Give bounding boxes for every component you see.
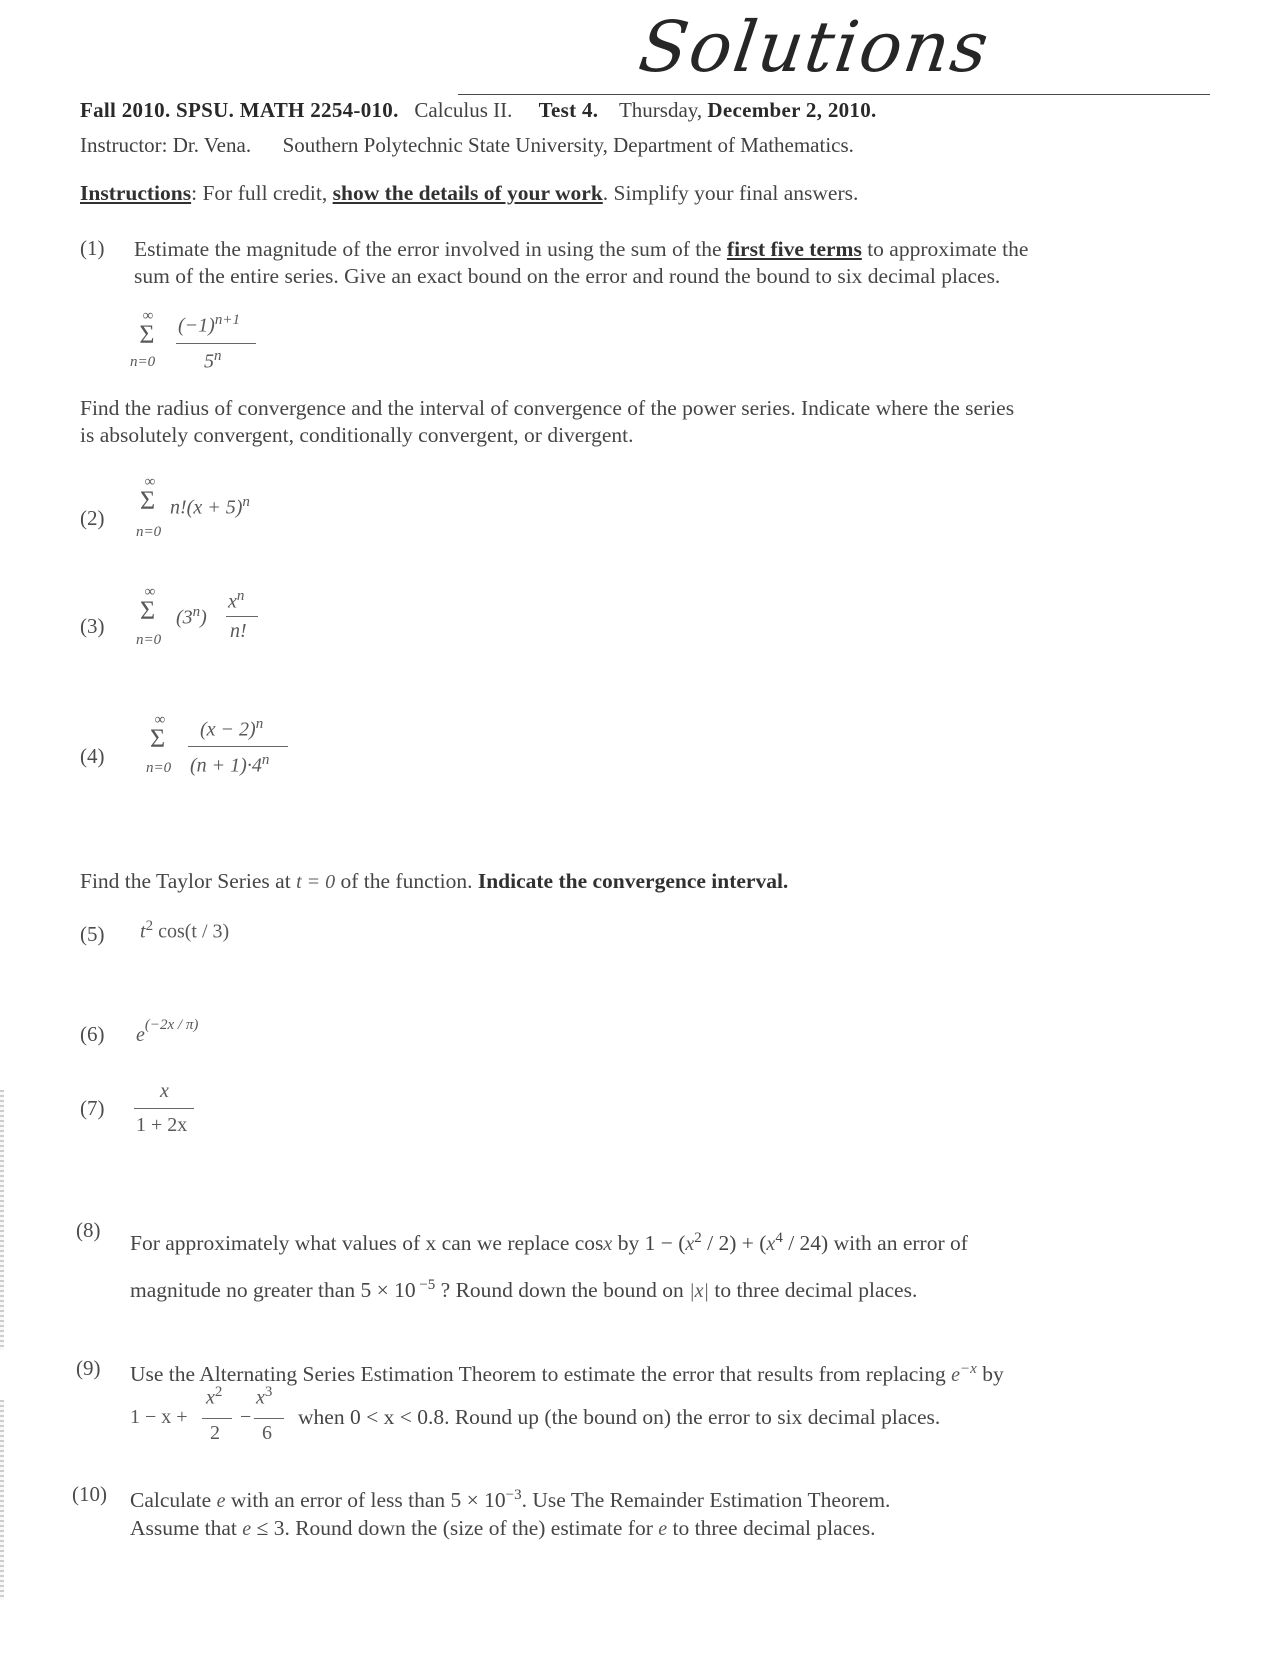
q1-numerator	[178, 312, 240, 338]
q8-x4-exp: 4	[775, 1230, 783, 1246]
exponent: 2	[214, 1384, 223, 1400]
scan-edge-mark	[0, 1400, 4, 1600]
sum-upper: ∞	[144, 584, 156, 600]
title-rule	[458, 94, 1210, 95]
q10-e2: e	[242, 1518, 252, 1541]
q8-text-e: ? Round down the bound on	[435, 1278, 690, 1303]
q6-expression	[136, 1012, 199, 1046]
fraction-bar	[202, 1418, 232, 1419]
instructions-text-end: . Simplify your final answers.	[602, 181, 859, 205]
q4-number: (4)	[80, 744, 105, 768]
sum-lower: n=0	[130, 354, 156, 370]
q9-frac2-den: 6	[262, 1422, 272, 1444]
taylor-text-2: of the function.	[335, 869, 478, 893]
q8-line1: For approximately what values of x can we replace cos	[130, 1231, 604, 1256]
instructions-text: : For full credit,	[191, 181, 333, 205]
coef-exponent: n	[192, 604, 201, 620]
instructions-emphasis: show the details of your work	[332, 181, 603, 205]
taylor-instructions	[80, 868, 1240, 896]
exponent: (−2x / π)	[144, 1017, 199, 1033]
sigma-symbol: Σ	[150, 724, 166, 753]
school: Southern Polytechnic State University, Department of Mathematics.	[282, 133, 854, 157]
test-day: Thursday,	[618, 98, 703, 122]
q8-exp: −5	[415, 1277, 436, 1294]
coef-base: (3	[176, 606, 193, 629]
sum-upper: ∞	[144, 474, 156, 490]
numerator: x	[160, 1080, 169, 1102]
q8-text-f: to three decimal places.	[708, 1278, 918, 1303]
scan-edge-mark	[0, 1090, 4, 1350]
base: x	[206, 1386, 215, 1409]
numerator-base: (x − 2)	[200, 718, 256, 741]
q9-line1: Use the Alternating Series Estimation Theorem to estimate the error that results from replacing	[130, 1362, 952, 1387]
sigma-symbol: Σ	[140, 486, 156, 515]
sum-upper: ∞	[154, 712, 166, 728]
q10-text-d: ≤ 3. Round down the (size of the) estimate for	[251, 1516, 659, 1541]
taylor-text: Find the Taylor Series at	[80, 869, 297, 893]
q2-term	[170, 494, 250, 520]
q8-x4: x	[766, 1233, 776, 1256]
q7-fraction	[134, 1080, 214, 1150]
fraction-bar	[226, 616, 258, 617]
power-line2: is absolutely convergent, conditionally convergent, or divergent.	[80, 423, 634, 447]
q1-text	[134, 236, 1234, 290]
q1-denominator	[204, 348, 222, 374]
instructions-label: Instructions	[80, 181, 192, 205]
taylor-variable: t = 0	[296, 871, 336, 893]
sigma-symbol: Σ	[139, 320, 155, 349]
instructions	[80, 180, 1230, 207]
denominator-base: (n + 1)·4	[190, 754, 262, 777]
base: x	[256, 1386, 265, 1409]
q8-text	[130, 1218, 1240, 1312]
q2-series	[136, 474, 336, 554]
numerator-base: x	[228, 590, 237, 613]
sum-lower: n=0	[136, 524, 162, 540]
q8-abs-x: |x|	[689, 1280, 709, 1303]
q2-number: (2)	[80, 506, 105, 530]
exponent: 3	[264, 1384, 273, 1400]
q1-emphasis: first five terms	[726, 237, 862, 261]
power-series-instructions	[80, 395, 1240, 449]
solutions-title: Solutions	[634, 6, 996, 88]
denominator-exponent: n	[214, 348, 222, 364]
q3-numerator	[228, 588, 244, 614]
q8-text-b: by 1 − (	[612, 1231, 686, 1256]
q8-number: (8)	[76, 1218, 101, 1242]
cos-term: cos(t / 3)	[153, 920, 230, 943]
q9-e-exp: −x	[960, 1361, 977, 1377]
q4-denominator	[190, 752, 269, 778]
q10-line2: Assume that	[130, 1516, 243, 1541]
q5-expression	[140, 918, 229, 944]
numerator-exponent: n	[236, 588, 245, 604]
q9-frac1-num	[206, 1384, 222, 1410]
q4-numerator	[200, 716, 263, 742]
fraction-bar	[254, 1418, 284, 1419]
fraction-bar	[134, 1108, 194, 1109]
q3-coefficient	[176, 604, 207, 630]
course-header	[80, 98, 877, 123]
fraction-bar	[176, 343, 256, 344]
term-exponent: n	[242, 494, 250, 510]
q9-e: e	[951, 1364, 961, 1387]
sum-upper: ∞	[142, 308, 154, 324]
base: e	[136, 1024, 145, 1046]
q10-text-e: to three decimal places.	[667, 1516, 876, 1541]
q9-frac1-den: 2	[210, 1422, 220, 1444]
test-number: Test 4.	[538, 98, 599, 122]
q10-e: e	[216, 1490, 226, 1513]
q8-text-c: / 2) + (	[701, 1231, 767, 1256]
q3-number: (3)	[80, 614, 105, 638]
q8-x2-exp: 2	[694, 1230, 702, 1246]
q10-text	[130, 1482, 1240, 1543]
course-name: Calculus II.	[414, 98, 513, 122]
q10-text-b: with an error of less than 5 × 10	[225, 1488, 506, 1513]
q9-tail: when 0 < x < 0.8. Round up (the bound on) the error to six decimal places.	[298, 1405, 941, 1429]
denominator-base: 5	[204, 350, 214, 373]
fraction-bar	[188, 746, 288, 747]
q3-denominator: n!	[230, 620, 247, 642]
q4-series	[146, 712, 386, 792]
instructor-line	[80, 133, 854, 158]
q9-by: by	[976, 1362, 1004, 1387]
instructor: Instructor: Dr. Vena.	[80, 133, 252, 157]
q8-line2: magnitude no greater than 5 × 10	[130, 1278, 416, 1303]
sum-lower: n=0	[136, 632, 162, 648]
denominator-exponent: n	[261, 752, 270, 768]
coef-close: )	[200, 606, 207, 629]
q7-number: (7)	[80, 1096, 105, 1120]
taylor-emphasis: Indicate the convergence interval.	[477, 869, 789, 893]
term: n!(x + 5)	[170, 496, 243, 519]
q1-line1-end: to approximate the	[861, 237, 1029, 261]
q1-line2: sum of the entire series. Give an exact bound on the error and round the bound to six decimal places.	[134, 264, 1001, 288]
numerator-exponent: n+1	[214, 312, 240, 328]
q8-x: x	[603, 1233, 613, 1256]
q8-x2: x	[685, 1233, 695, 1256]
q9-number: (9)	[76, 1356, 101, 1380]
power-line1: Find the radius of convergence and the interval of convergence of the power series. Indicate where the series	[80, 396, 1015, 420]
sum-lower: n=0	[146, 760, 172, 776]
q9-expression	[130, 1384, 1230, 1454]
q6-number: (6)	[80, 1022, 105, 1046]
denominator: 1 + 2x	[136, 1114, 188, 1136]
q5-number: (5)	[80, 922, 105, 946]
q1-series	[130, 308, 280, 378]
q1-number: (1)	[80, 236, 105, 260]
base: t	[140, 920, 146, 943]
course-line-bold: Fall 2010. SPSU. MATH 2254-010.	[80, 98, 399, 122]
q10-text-c: . Use The Remainder Estimation Theorem.	[521, 1488, 891, 1513]
q10-e3: e	[658, 1518, 668, 1541]
q9-lead: 1 − x +	[130, 1406, 188, 1428]
q9-minus: −	[240, 1406, 252, 1428]
q10-number: (10)	[72, 1482, 107, 1506]
q1-line1: Estimate the magnitude of the error involved in using the sum of the	[134, 237, 727, 261]
test-date: December 2, 2010.	[707, 98, 877, 122]
numerator-base: (−1)	[178, 314, 215, 337]
numerator-exponent: n	[255, 716, 264, 732]
q8-text-d: / 24) with an error of	[782, 1231, 968, 1256]
exponent: 2	[145, 918, 154, 934]
q10-line1: Calculate	[130, 1488, 217, 1513]
q10-exp: −3	[505, 1487, 522, 1503]
q3-series	[136, 584, 336, 664]
sigma-symbol: Σ	[140, 596, 156, 625]
q9-frac2-num	[256, 1384, 272, 1410]
